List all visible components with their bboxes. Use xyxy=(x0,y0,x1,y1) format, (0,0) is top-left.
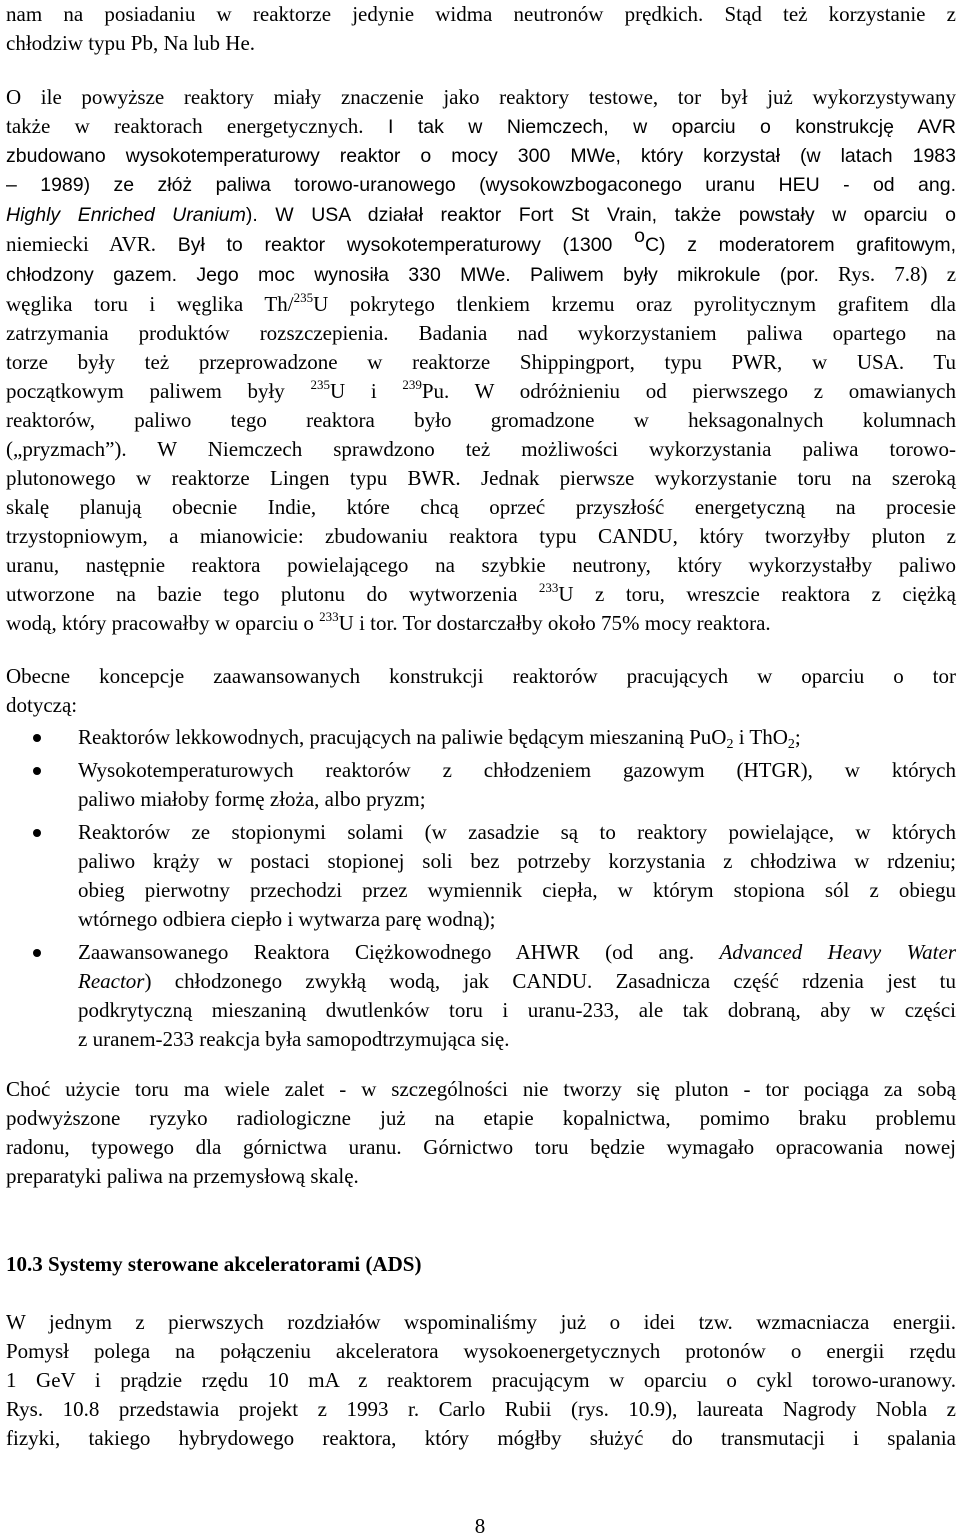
bullet-icon xyxy=(33,767,41,775)
text-line: paliwo miałoby formę złoża, albo pryzm; xyxy=(78,787,426,811)
text-span: węglika toru i węglika Th/ xyxy=(6,292,294,316)
text-span: i ThO xyxy=(733,725,788,749)
paragraph-thorium xyxy=(6,1075,956,1191)
text-span: Badania nad wykorzystaniem paliwa opartego na xyxy=(388,321,956,345)
text-span: ). W USA działał reaktor Fort St Vrain, także powstały w oparciu o xyxy=(245,204,956,226)
text-line: Reaktorów ze stopionymi solami (w zasadzie są to reaktory powielające, w których xyxy=(78,820,956,844)
text-line xyxy=(6,200,956,230)
text-line: skalę planują obecnie Indie, które chcą oprzeć przyszłość energetyczną na procesie xyxy=(6,495,956,519)
text-line: zbudowano wysokotemperaturowy reaktor o mocy 300 MWe, który korzystał (w latach 1983 xyxy=(6,145,956,167)
text-line: Choć użycie toru ma wiele zalet - w szczególności nie tworzy się pluton - tor pociąga za sobą xyxy=(6,1077,956,1101)
text-span: Pu. W odróżnieniu od pierwszego z omawianych xyxy=(421,379,957,403)
text-span: I tak w Niemczech, w oparciu o konstrukcję AVR xyxy=(363,116,956,138)
subscript: 2 xyxy=(787,737,795,752)
text-span-italic: Highly Enriched Uranium xyxy=(6,204,246,226)
text-span-italic: Reactor xyxy=(78,969,145,993)
text-line: paliwo krąży w postaci stopionej soli bez potrzeby korzystania z chłodziwa w rdzeniu; xyxy=(78,849,956,873)
list-item xyxy=(6,723,956,752)
text-line: obieg pierwotny przechodzi przez wymiennik ciepła, w którym stopiona sól z obiegu xyxy=(78,878,956,902)
paragraph-avr xyxy=(6,83,956,638)
text-line xyxy=(78,723,956,752)
text-span-italic: Advanced Heavy Water xyxy=(719,940,957,964)
text-line: 1 GeV i prądzie rzędu 10 mA z reaktorem pracującym w oparciu o cykl torowo-uranowy. xyxy=(6,1368,956,1392)
text-span: Reaktorów lekkowodnych, pracujących na paliwie będącym mieszaniną PuO xyxy=(78,725,727,749)
text-line: („pryzmach”). W Niemczech sprawdzono też możliwości wykorzystania paliwa torowo- xyxy=(6,437,956,461)
list-item xyxy=(6,938,956,1054)
text-line: Rys. 10.8 przedstawia projekt z 1993 r. Carlo Rubii (rys. 10.9), laureata Nagrody Nobla z xyxy=(6,1397,956,1421)
list-item xyxy=(6,818,956,934)
page-number: 8 xyxy=(474,1514,486,1538)
text-line: podwyższone ryzyko radiologiczne już na etapie kopalnictwa, pomimo braku problemu xyxy=(6,1106,956,1130)
bullet-list xyxy=(6,723,956,1054)
text-line xyxy=(6,112,956,142)
superscript: 239 xyxy=(402,377,422,392)
text-line xyxy=(6,319,956,348)
paragraph-ads xyxy=(6,1308,956,1453)
text-line xyxy=(6,290,956,319)
text-span: U pokrytego tlenkiem krzemu oraz pyrolitycznym grafitem dla xyxy=(313,292,956,316)
bullet-icon xyxy=(33,829,41,837)
superscript: 233 xyxy=(319,609,339,624)
text-line: Wysokotemperaturowych reaktorów z chłodzeniem gazowym (HTGR), w których xyxy=(78,758,956,782)
text-span: U z toru, wreszcie reaktora z ciężką xyxy=(558,582,956,606)
text-line xyxy=(6,377,956,406)
text-span: U i tor. Tor dostarczałby około 75% mocy reaktora. xyxy=(338,611,771,635)
text-span: niemiecki AVR. xyxy=(6,232,157,256)
text-line: dotyczą: xyxy=(6,693,78,717)
superscript: 233 xyxy=(538,580,559,595)
text-line: chłodziw typu Pb, Na lub He. xyxy=(6,31,256,55)
text-line: uranu, następnie reaktora powielającego na szybkie neutrony, który wykorzystałby paliwo xyxy=(6,553,956,577)
section-heading: 10.3 Systemy sterowane akceleratorami (ADS) xyxy=(6,1252,422,1276)
text-span: zatrzymania produktów rozszczepienia. xyxy=(6,321,389,345)
text-span: początkowym paliwem były xyxy=(6,379,311,403)
bullet-icon xyxy=(33,734,41,742)
text-line: trzystopniowym, a mianowicie: zbudowaniu reaktora typu CANDU, który tworzyłby pluton z xyxy=(6,524,956,548)
paragraph-intro xyxy=(6,0,956,58)
text-line xyxy=(78,967,956,996)
text-line: torze były też przeprowadzone w reaktorze Shippingport, typu PWR, w USA. Tu xyxy=(6,350,956,374)
subscript: 2 xyxy=(726,737,734,752)
text-line: – 1989) ze złóż paliwa torowo-uranowego (wysokowzbogaconego uranu HEU - od ang. xyxy=(6,174,956,196)
text-line xyxy=(6,225,956,260)
text-line: Obecne koncepcje zaawansowanych konstrukcji reaktorów pracujących w oparciu o tor xyxy=(6,664,956,688)
superscript: 235 xyxy=(293,290,314,305)
text-span: wodą, który pracowałby w oparciu o xyxy=(6,611,320,635)
paragraph-concepts xyxy=(6,662,956,720)
superscript: o xyxy=(634,225,645,247)
text-line: z uranem-233 reakcja była samopodtrzymująca się. xyxy=(78,1027,510,1051)
text-span: utworzone na bazie tego plutonu do wytworzenia xyxy=(6,582,539,606)
text-span: Zaawansowanego Reaktora Ciężkowodnego AHWR (od ang. xyxy=(78,940,720,964)
text-line xyxy=(78,938,956,967)
text-line: plutonowego w reaktorze Lingen typu BWR. Jednak pierwsze wykorzystanie toru na szeroką xyxy=(6,466,956,490)
text-line: O ile powyższe reaktory miały znaczenie jako reaktory testowe, tor był już wykorzystywany xyxy=(6,85,956,109)
list-item xyxy=(6,756,956,814)
text-line xyxy=(6,609,956,638)
text-span: Był to reaktor wysokotemperaturowy (1300 xyxy=(156,234,635,256)
text-span: także w reaktorach energetycznych. xyxy=(6,114,364,138)
text-line: wtórnego odbiera ciepło i wytwarza parę wodną); xyxy=(78,907,496,931)
text-line: reaktorów, paliwo tego reaktora było gromadzone w heksagonalnych kolumnach xyxy=(6,408,956,432)
text-span: ; xyxy=(794,725,801,749)
text-span: ) chłodzonego zwykłą wodą, jak CANDU. Zasadnicza część rdzenia jest tu xyxy=(144,969,956,993)
superscript: 235 xyxy=(310,377,330,392)
text-line: nam na posiadaniu w reaktorze jedynie widma neutronów prędkich. Stąd też korzystanie z xyxy=(6,2,956,26)
text-line: fizyki, takiego hybrydowego reaktora, który mógłby służyć do transmutacji i spalania xyxy=(6,1426,956,1450)
text-line: W jednym z pierwszych rozdziałów wspominaliśmy już o idei tzw. wzmacniacza energii. xyxy=(6,1310,956,1334)
text-line: podkrytyczną mieszaniną dwutlenków toru i uranu-233, ale tak dobraną, aby w części xyxy=(78,998,956,1022)
text-line: Pomysł polega na połączeniu akceleratora wysokoenergetycznych protonów o energii rzędu xyxy=(6,1339,956,1363)
text-line xyxy=(6,580,956,609)
text-span: chłodzony gazem. Jego moc wynosiła 330 MWe. Paliwem były mikrokule (por. xyxy=(6,264,819,286)
text-span: Rys. 7.8) z xyxy=(818,262,957,286)
text-span: U i xyxy=(330,379,403,403)
text-span: C) z moderatorem grafitowym, xyxy=(644,234,956,256)
text-line: radonu, typowego dla górnictwa uranu. Górnictwo toru będzie wymagało opracowania nowej xyxy=(6,1135,956,1159)
text-line: preparatyki paliwa na przemysłową skalę. xyxy=(6,1164,359,1188)
text-line xyxy=(6,260,956,290)
bullet-icon xyxy=(33,949,41,957)
